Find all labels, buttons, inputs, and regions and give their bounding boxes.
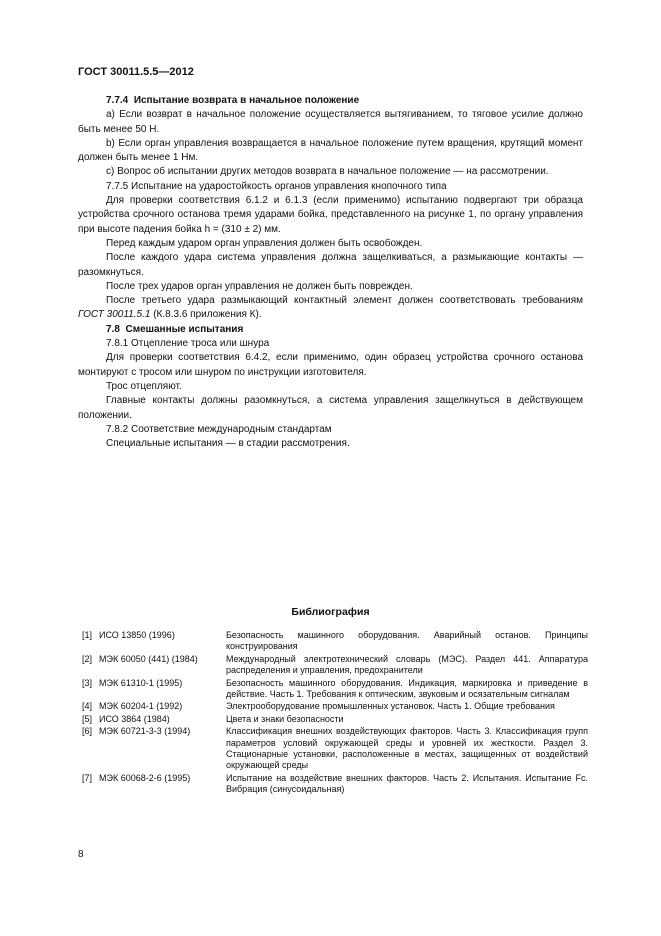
subsection-heading-7-7-5: 7.7.5 Испытание на ударостойкость органов управления кнопочного типа [106,180,447,192]
bibliography-title: Библиография [291,606,370,618]
bib-reference: МЭК 60068-2-6 (1995) [99,772,191,783]
section-body [78,94,583,451]
subsection-heading-7-8-1: 7.8.1 Отцепление троса или шнура [106,338,270,350]
paragraph-text: После третьего удара размыкающий контактный элемент должен соответствовать требованиям [106,295,583,307]
section-number: 7.8 [106,323,120,335]
subsection-number: 7.7.4 [106,95,129,106]
bibliography-item [82,714,588,725]
bib-reference: МЭК 60721-3-3 (1994) [99,726,191,737]
standard-reference: ГОСТ 30011.5.1 [78,309,151,321]
subsection-title: Испытание возврата в начальное положение [133,95,360,106]
subsection-heading-7-7-4 [78,94,583,108]
bibliography-item [82,773,588,796]
paragraph [78,294,583,323]
bib-description: Безопасность машинного оборудования. Аварийный останов. Принципы конструирования [226,630,588,652]
bib-description: Классификация внешних воздействующих факторов. Часть 3. Классификация групп параметров условий окружающей среды и уровней их жесткости. Раздел 3. Стационарные установки, расположенные в местах, защищенных от воздействий окружающей среды [226,726,588,771]
bib-number: [3] [82,677,93,688]
paragraph: Главные контакты должны разомкнуться, а система управления защелкнуться в действующем положении. [78,395,583,421]
bib-description: Безопасность машинного оборудования. Индикация, маркировка и приведение в действие. Часть 1. Требования к оптическим, звуковым и осязательным сигналам [226,677,588,700]
paragraph: b) Если орган управления возвращается в начальное положение путем вращения, крутящий момент должен быть менее 1 Нм. [78,137,583,164]
paragraph: Перед каждым ударом орган управления должен быть освобожден. [106,237,423,249]
bib-description: Международный электротехнический словарь (МЭС). Раздел 441. Аппаратура распределения и управления, предохранители [226,653,588,676]
paragraph: Для проверки соответствия 6.4.2, если применимо, один образец устройства срочного останова монтируют с тросом или шнуром по инструкции изготовителя. [78,352,583,378]
paragraph: c) Вопрос об испытании других методов возврата в начальное положение — на рассмотрении. [106,166,549,178]
bibliography-list [82,630,588,797]
bib-reference: ИСО 3864 (1984) [99,713,170,724]
bib-number: [1] [82,630,93,640]
paragraph: Специальные испытания — в стадии рассмотрения. [106,438,350,450]
page-number: 8 [78,849,84,860]
section-heading-7-8 [78,323,583,337]
paragraph: Для проверки соответствия 6.1.2 и 6.1.3 (если применимо) испытанию подвергают три образца устройства срочного останова тремя ударами бойка, представленного на рисунке 1, по органу управления при высоте падения бойка h = (310 ± 2) мм. [78,195,583,235]
bib-number: [4] [82,701,93,712]
subsection-heading-7-8-2: 7.8.2 Соответствие международным стандартам [106,423,332,435]
paragraph-text: (К.8.3.6 приложения К). [150,309,262,321]
bib-reference: МЭК 60204-1 (1992) [99,701,183,712]
section-title: Смешанные испытания [125,323,244,335]
bib-number: [6] [82,726,93,737]
bib-number: [5] [82,713,93,724]
bib-description: Электрооборудование промышленных установок. Часть 1. Общие требования [226,701,555,712]
bibliography-item [82,726,588,772]
bibliography-item [82,701,588,712]
paragraph: a) Если возврат в начальное положение осуществляется вытягиванием, то тяговое усилие должно быть менее 50 Н. [78,109,583,135]
bib-description: Испытание на воздействие внешних факторов. Часть 2. Испытания. Испытание Fc. Вибрация (синусоидальная) [226,772,588,795]
bib-reference: ИСО 13850 (1996) [99,630,175,640]
bibliography-item [82,654,588,677]
standard-header: ГОСТ 30011.5.5—2012 [78,66,194,78]
paragraph: После каждого удара система управления должна защелкиваться, а размыкающие контакты — разомкнуться. [78,252,583,278]
bib-reference: МЭК 61310-1 (1995) [99,677,183,688]
bibliography-item [82,678,588,701]
paragraph: После трех ударов орган управления не должен быть поврежден. [106,280,413,292]
bib-number: [7] [82,772,93,783]
bib-description: Цвета и знаки безопасности [226,713,344,724]
bib-reference: МЭК 60050 (441) (1984) [99,653,198,664]
bibliography-item [82,630,588,653]
paragraph: Трос отцепляют. [106,380,182,392]
bib-number: [2] [82,653,93,664]
